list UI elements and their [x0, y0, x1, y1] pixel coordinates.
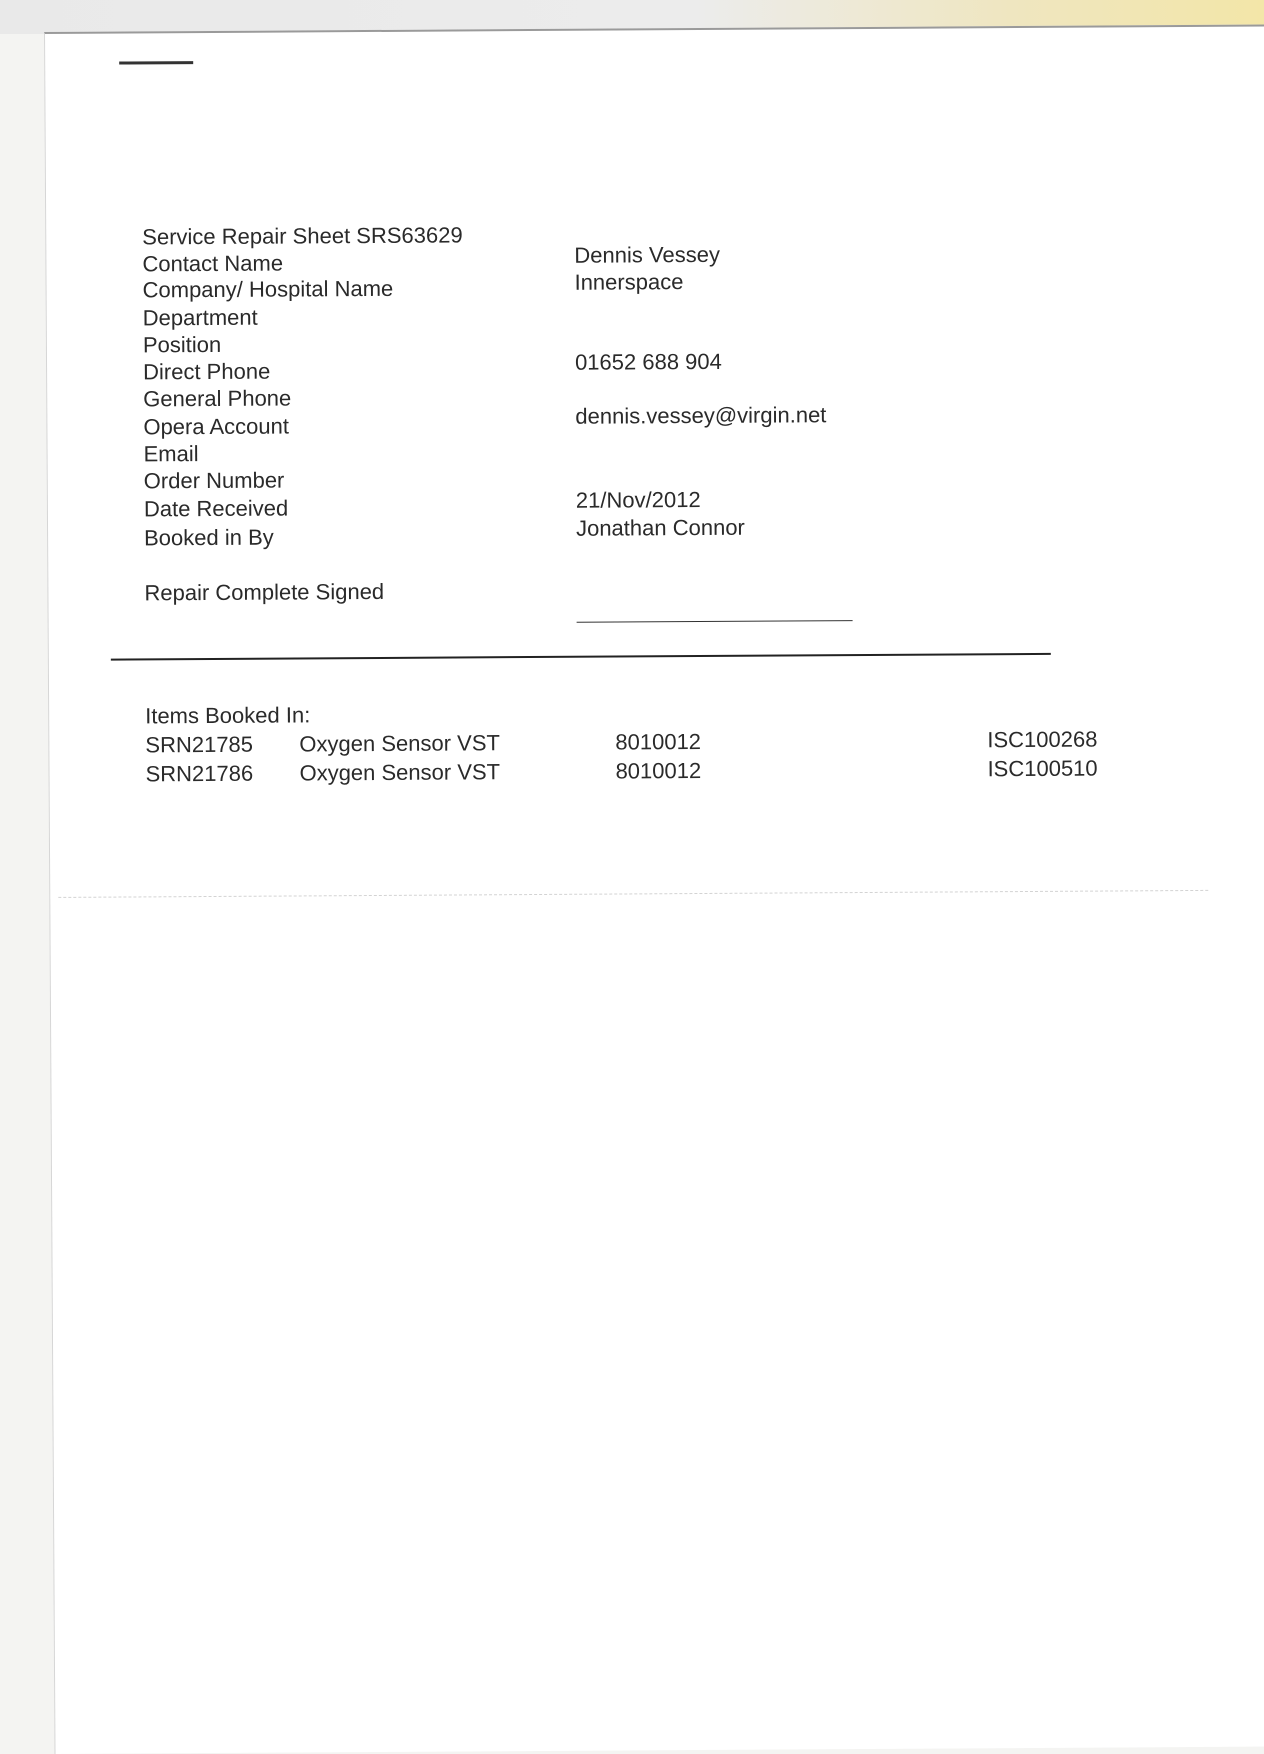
item-srn: SRN21785 — [145, 731, 254, 758]
field-label-direct-phone: Direct Phone — [143, 358, 271, 385]
field-label-position: Position — [142, 331, 222, 358]
section-divider — [111, 653, 1051, 661]
field-value-company: Innerspace — [574, 269, 684, 295]
field-label-opera-account: Opera Account — [143, 413, 290, 440]
field-label-booked-in-by: Booked in By — [144, 524, 274, 551]
field-value-date-received: 21/Nov/2012 — [575, 486, 701, 513]
field-label-email: Email — [143, 441, 199, 467]
sheet-title: Service Repair Sheet SRS63629 — [142, 222, 463, 250]
item-part-number: 8010012 — [615, 729, 702, 755]
signature-line — [577, 620, 853, 623]
field-value-opera-account: dennis.vessey@virgin.net — [575, 402, 827, 429]
field-label-date-received: Date Received — [143, 495, 289, 522]
field-value-booked-in-by: Jonathan Connor — [575, 514, 745, 541]
field-label-order-number: Order Number — [143, 467, 285, 494]
fold-line — [58, 890, 1208, 898]
field-label-general-phone: General Phone — [143, 385, 292, 412]
item-serial: ISC100510 — [987, 755, 1098, 782]
field-label-contact-name: Contact Name — [142, 250, 284, 277]
item-part-number: 8010012 — [615, 757, 702, 784]
signature-label: Repair Complete Signed — [144, 578, 385, 606]
field-value-direct-phone: 01652 688 904 — [574, 348, 722, 375]
item-description: Oxygen Sensor VST — [299, 730, 500, 757]
field-value-contact-name: Dennis Vessey — [574, 241, 720, 268]
field-label-company: Company/ Hospital Name — [142, 275, 394, 303]
field-label-department: Department — [142, 304, 258, 331]
items-heading: Items Booked In: — [145, 702, 311, 729]
item-srn: SRN21786 — [145, 760, 254, 787]
item-row — [145, 754, 1145, 788]
item-serial: ISC100268 — [987, 726, 1098, 753]
corner-mark — [119, 61, 193, 64]
repair-sheet-page — [44, 25, 1264, 1754]
item-description: Oxygen Sensor VST — [299, 759, 501, 786]
